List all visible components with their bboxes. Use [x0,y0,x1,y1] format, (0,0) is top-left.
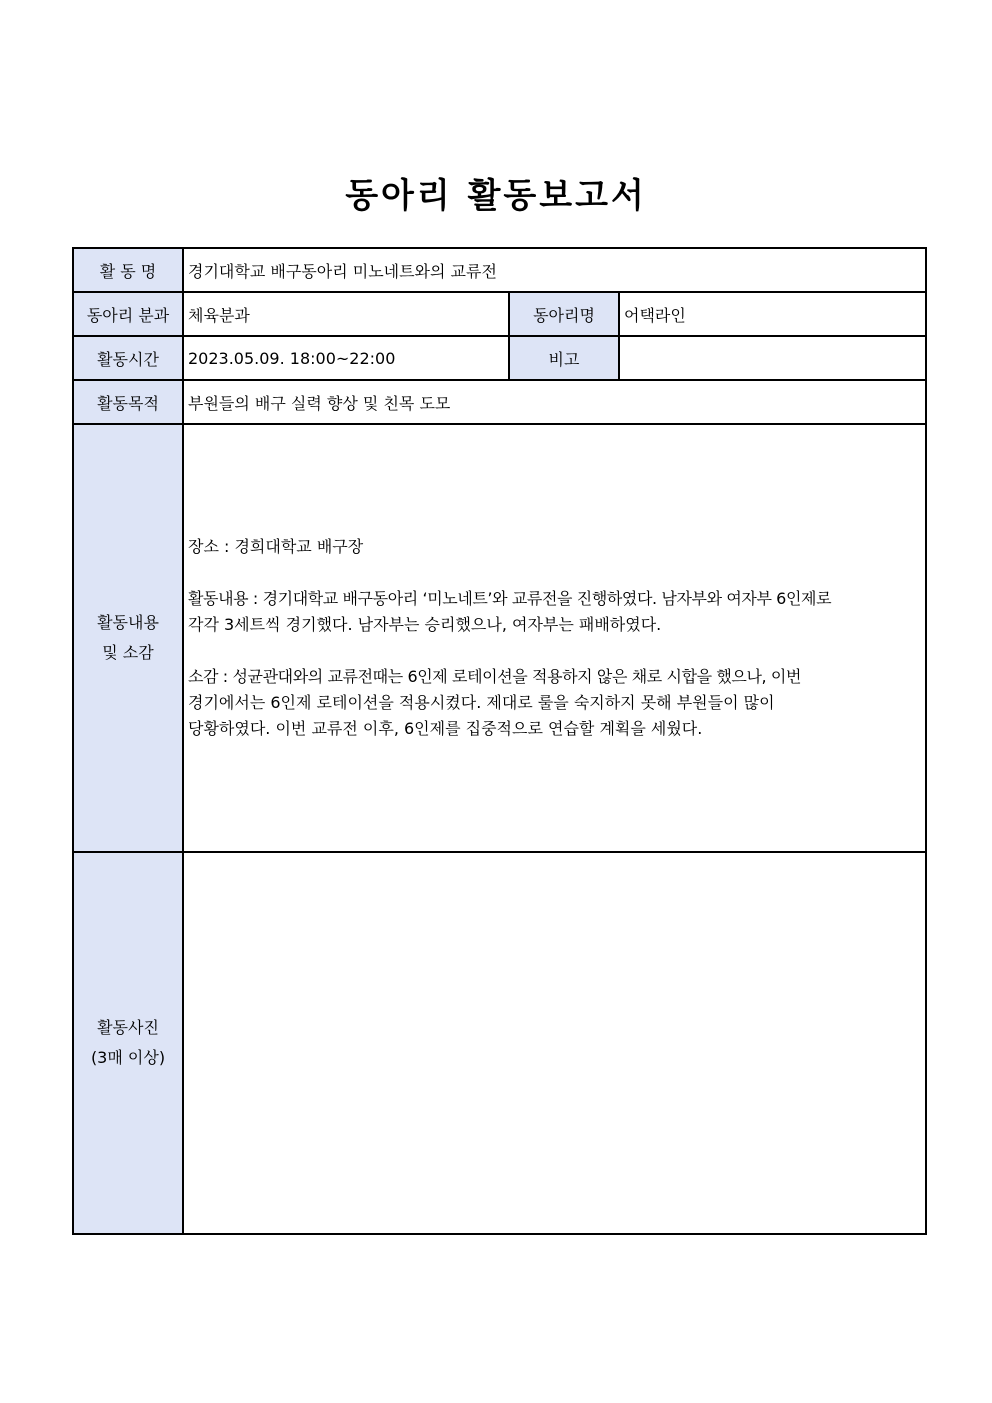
photos-label-line2: (3매 이상) [90,1048,166,1067]
details-line-1: 활동내용 : 경기대학교 배구동아리 ‘미노네트’와 교류전을 진행하였다. 남자부와 여자부 6인제로 [188,589,832,608]
photos-label [73,852,183,1234]
remarks-label: 비고 [509,336,619,380]
content-row [73,424,926,852]
content-value[interactable] [183,424,926,852]
activity-name-value[interactable]: 경기대학교 배구동아리 미노네트와의 교류전 [183,248,926,292]
content-label-line2: 및 소감 [102,643,154,662]
content-label-line1: 활동내용 [97,613,159,632]
purpose-row [73,380,926,424]
club-division-label: 동아리 분과 [73,292,183,336]
purpose-label: 활동목적 [73,380,183,424]
activity-name-label: 활 동 명 [73,248,183,292]
report-table [72,247,927,1235]
activity-time-label: 활동시간 [73,336,183,380]
purpose-value[interactable]: 부원들의 배구 실력 향상 및 친목 도모 [183,380,926,424]
details-line-2: 각각 3세트씩 경기했다. 남자부는 승리했으나, 여자부는 패배하였다. [188,615,662,634]
club-name-label: 동아리명 [509,292,619,336]
activity-time-row [73,336,926,380]
club-division-value[interactable]: 체육분과 [183,292,509,336]
club-name-value[interactable]: 어택라인 [619,292,926,336]
remarks-value[interactable] [619,336,926,380]
photos-row [73,852,926,1234]
content-label [73,424,183,852]
place-text: 장소 : 경희대학교 배구장 [188,537,364,556]
activity-name-row [73,248,926,292]
activity-time-value[interactable]: 2023.05.09. 18:00~22:00 [183,336,509,380]
photos-area[interactable] [183,852,926,1234]
club-info-row [73,292,926,336]
photos-label-line1: 활동사진 [97,1018,159,1037]
page-title: 동아리 활동보고서 [345,176,647,216]
impression-line-3: 당황하였다. 이번 교류전 이후, 6인제를 집중적으로 연습할 계획을 세웠다. [188,719,703,738]
impression-line-2: 경기에서는 6인제 로테이션을 적용시켰다. 제대로 룰을 숙지하지 못해 부원들이 많이 [188,693,775,712]
impression-line-1: 소감 : 성균관대와의 교류전때는 6인제 로테이션을 적용하지 않은 채로 시합을 했으나, 이번 [188,667,802,686]
